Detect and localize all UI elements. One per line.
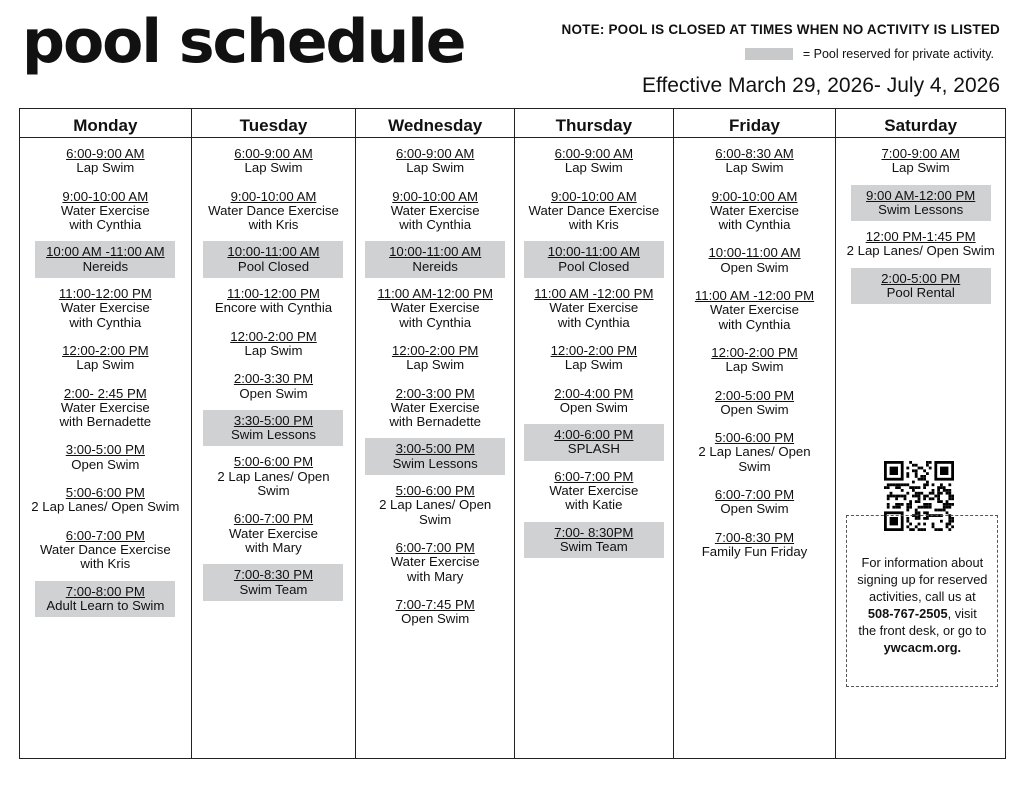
event-time: 10:00-11:00 AM [708, 245, 801, 261]
event-activity: Open Swim [720, 501, 789, 517]
event-time: 2:00-5:00 PM [881, 270, 961, 286]
event-time: 6:00-7:00 PM [65, 527, 145, 543]
event-time: 4:00-6:00 PM [554, 427, 634, 443]
event-time: 9:00-10:00 AM [230, 188, 317, 204]
event-activity: Nereids [412, 258, 458, 274]
event-time: 12:00-2:00 PM [62, 342, 149, 358]
event-time: 5:00-6:00 PM [233, 454, 314, 470]
schedule-event [211, 287, 336, 316]
day-header: Saturday [836, 109, 1005, 138]
event-activity: Pool Closed [558, 258, 630, 274]
event-time: 6:00-7:00 PM [233, 511, 314, 527]
schedule-event [36, 529, 175, 572]
event-activity: 2 Lap Lanes/ Open Swim [31, 499, 180, 515]
schedule-event [213, 455, 333, 498]
schedule-event [226, 330, 321, 359]
website-link[interactable]: ywcacm.org. [883, 640, 962, 655]
event-activity: Open Swim [239, 385, 308, 401]
event-activity: Water Exercise with Mary [229, 525, 318, 555]
event-time: 7:00-8:30 PM [714, 529, 795, 545]
info-line: For information about [861, 555, 984, 570]
event-time: 6:00-7:00 PM [714, 487, 795, 503]
event-time: 7:00-8:30 PM [233, 567, 314, 583]
event-time: 6:00-9:00 AM [66, 146, 145, 161]
reserved-swatch [745, 48, 793, 60]
day-header: Monday [20, 109, 191, 138]
schedule-event [58, 344, 153, 373]
schedule-event [388, 344, 483, 373]
event-time: 6:00-9:00 AM [395, 146, 475, 161]
event-time: 3:00-5:00 PM [395, 441, 475, 457]
schedule-event [694, 431, 814, 474]
event-activity: Water Dance Exercise with Kris [208, 202, 339, 233]
schedule-event [62, 147, 148, 176]
event-time: 3:30-5:00 PM [233, 412, 314, 428]
reserved-event [365, 438, 505, 475]
event-activity: Water Exercise with Katie [549, 483, 639, 513]
event-time: 10:00-11:00 AM [389, 244, 482, 260]
event-activity: Lap Swim [406, 357, 465, 373]
event-activity: Open Swim [559, 399, 628, 415]
event-time: 7:00-9:00 AM [881, 146, 960, 161]
event-list [192, 138, 356, 610]
schedule-event [375, 484, 495, 527]
event-time: 10:00-11:00 AM [227, 244, 320, 260]
event-list [674, 138, 836, 573]
reserved-event [203, 564, 343, 601]
event-list [20, 138, 191, 626]
event-time: 5:00-6:00 PM [395, 483, 475, 499]
schedule-event [56, 387, 156, 430]
schedule-event [55, 287, 156, 330]
event-activity: Open Swim [720, 259, 789, 275]
day-header: Thursday [515, 109, 673, 138]
legend-text: = Pool reserved for private activity. [802, 47, 994, 61]
event-activity: Swim Lessons [230, 427, 316, 443]
event-time: 10:00 AM -11:00 AM [46, 244, 165, 260]
event-time: 9:00-10:00 AM [550, 188, 637, 204]
event-time: 2:00-3:30 PM [233, 371, 314, 387]
schedule-event [843, 230, 999, 259]
event-activity: Lap Swim [244, 160, 303, 176]
event-activity: Lap Swim [725, 359, 784, 375]
event-activity: Nereids [82, 258, 129, 274]
event-activity: Lap Swim [564, 160, 623, 176]
event-time: 12:00-2:00 PM [711, 344, 798, 360]
phone-number: 508-767-2505 [867, 606, 948, 621]
schedule-event [691, 289, 818, 332]
event-time: 9:00-10:00 AM [62, 188, 149, 204]
info-line: signing up for reserved [857, 572, 988, 587]
day-column-tuesday [192, 109, 357, 758]
schedule-event [62, 443, 149, 472]
event-activity: Lap Swim [76, 357, 135, 373]
event-activity: Water Exercise with Cynthia [549, 300, 639, 330]
schedule-event [524, 190, 663, 233]
reserved-event [35, 241, 175, 278]
day-column-wednesday [356, 109, 515, 758]
event-activity: Open Swim [71, 456, 140, 472]
schedule-event [877, 147, 963, 176]
day-column-friday [674, 109, 837, 758]
reserved-event [203, 410, 343, 447]
event-time: 11:00 AM-12:00 PM [377, 286, 493, 302]
day-header: Wednesday [356, 109, 514, 138]
day-column-monday [20, 109, 192, 758]
event-activity: Adult Learn to Swim [46, 597, 165, 613]
event-activity: Lap Swim [76, 160, 135, 176]
schedule-event [545, 470, 642, 513]
event-time: 2:00- 2:45 PM [63, 385, 147, 401]
event-activity: Water Exercise with Cynthia [710, 302, 799, 332]
schedule-event [27, 486, 183, 515]
event-activity: 2 Lap Lanes/ Open Swim [698, 444, 811, 474]
reserved-event [35, 581, 175, 618]
schedule-event [547, 344, 642, 373]
event-activity: Water Dance Exercise with Kris [528, 202, 660, 233]
event-activity: SPLASH [567, 441, 620, 457]
event-time: 6:00-9:00 AM [234, 146, 313, 161]
info-line: , visit [947, 606, 977, 621]
event-time: 11:00-12:00 PM [58, 286, 152, 302]
event-activity: Water Exercise with Cynthia [710, 202, 799, 233]
event-list [836, 138, 1005, 313]
schedule-event [550, 387, 637, 416]
event-list [356, 138, 514, 640]
effective-dates: Effective March 29, 2026- July 4, 2026 [642, 74, 1000, 97]
event-time: 3:00-5:00 PM [65, 442, 145, 458]
event-activity: 2 Lap Lanes/ Open Swim [379, 497, 492, 527]
event-list [515, 138, 673, 567]
event-time: 11:00 AM -12:00 PM [694, 288, 815, 304]
event-time: 6:00-7:00 PM [395, 539, 475, 555]
schedule-event [711, 147, 797, 176]
event-activity: Open Swim [401, 611, 470, 627]
schedule-event [373, 287, 497, 330]
schedule-event [385, 387, 485, 430]
schedule-event [230, 147, 316, 176]
event-time: 6:00-8:30 AM [715, 146, 794, 161]
event-activity: Water Dance Exercise with Kris [39, 541, 171, 572]
event-time: 2:00-3:00 PM [395, 385, 475, 401]
reserved-event [203, 241, 343, 278]
day-header: Friday [674, 109, 836, 138]
event-activity: Lap Swim [406, 160, 465, 176]
legend [745, 47, 994, 61]
schedule-event [530, 287, 657, 330]
event-time: 7:00-8:00 PM [65, 583, 145, 599]
event-activity: 2 Lap Lanes/ Open Swim [846, 243, 995, 259]
event-activity: Water Exercise with Cynthia [390, 300, 480, 330]
schedule-event [711, 389, 798, 418]
day-column-thursday [515, 109, 674, 758]
event-activity: Swim Lessons [392, 455, 478, 471]
event-activity: Encore with Cynthia [214, 300, 333, 316]
event-time: 9:00-10:00 AM [392, 188, 479, 204]
event-time: 12:00-2:00 PM [230, 328, 317, 344]
event-time: 9:00-10:00 AM [711, 188, 798, 204]
day-column-saturday [836, 109, 1005, 758]
event-time: 5:00-6:00 PM [65, 485, 145, 501]
day-header: Tuesday [192, 109, 356, 138]
event-activity: Water Exercise with Bernadette [59, 399, 152, 430]
schedule-event [706, 190, 803, 233]
event-activity: Water Exercise with Bernadette [389, 399, 481, 430]
event-time: 11:00-12:00 PM [227, 286, 320, 302]
info-box [846, 515, 998, 687]
event-activity: Water Exercise with Cynthia [60, 300, 150, 330]
event-time: 2:00-4:00 PM [554, 385, 634, 401]
event-time: 12:00-2:00 PM [391, 342, 479, 358]
closed-note: NOTE: POOL IS CLOSED AT TIMES WHEN NO ACTIVITY IS LISTED [561, 22, 1000, 37]
event-time: 7:00- 8:30PM [554, 524, 634, 540]
reserved-event [524, 522, 664, 559]
event-time: 10:00-11:00 AM [547, 244, 640, 260]
event-activity: Swim Team [559, 538, 628, 554]
schedule-event [707, 346, 802, 375]
info-line: the front desk, or go to [858, 623, 987, 638]
event-activity: Swim Team [239, 581, 308, 597]
reserved-event [524, 241, 664, 278]
event-activity: Family Fun Friday [701, 543, 808, 559]
event-activity: Swim Lessons [878, 201, 964, 217]
event-time: 6:00-9:00 AM [554, 146, 634, 161]
event-activity: Lap Swim [725, 160, 784, 176]
schedule-event [204, 190, 343, 233]
schedule-event [392, 598, 479, 627]
reserved-event [524, 424, 664, 461]
event-time: 12:00-2:00 PM [550, 342, 638, 358]
schedule-grid [19, 108, 1006, 759]
event-time: 2:00-5:00 PM [714, 387, 795, 403]
schedule-event [230, 372, 317, 401]
event-activity: Lap Swim [244, 342, 303, 358]
event-activity: Water Exercise with Mary [390, 554, 480, 584]
schedule-event [392, 147, 478, 176]
schedule-event [711, 488, 798, 517]
page-title: pool schedule [22, 7, 465, 77]
schedule-event [57, 190, 154, 233]
event-time: 11:00 AM -12:00 PM [534, 286, 654, 302]
event-activity: Open Swim [720, 401, 789, 417]
event-activity: Lap Swim [891, 160, 950, 176]
event-time: 5:00-6:00 PM [714, 430, 795, 446]
schedule-event [387, 541, 484, 584]
event-activity: Water Exercise with Cynthia [60, 202, 150, 233]
event-activity: Lap Swim [564, 357, 623, 373]
schedule-event [225, 512, 322, 555]
schedule-event [698, 531, 812, 560]
event-time: 12:00 PM-1:45 PM [865, 229, 976, 245]
reserved-event [851, 268, 991, 305]
schedule-event [551, 147, 637, 176]
event-time: 6:00-7:00 PM [554, 468, 634, 484]
schedule-event [704, 246, 804, 275]
info-line: activities, call us at [869, 589, 976, 604]
schedule-event [387, 190, 484, 233]
event-time: 9:00 AM-12:00 PM [866, 187, 976, 203]
event-activity: Water Exercise with Cynthia [390, 202, 480, 233]
reserved-event [851, 185, 991, 222]
event-time: 7:00-7:45 PM [395, 596, 475, 612]
event-activity: Pool Closed [237, 258, 310, 274]
reserved-event [365, 241, 505, 278]
event-activity: 2 Lap Lanes/ Open Swim [217, 468, 330, 499]
event-activity: Pool Rental [886, 285, 955, 301]
